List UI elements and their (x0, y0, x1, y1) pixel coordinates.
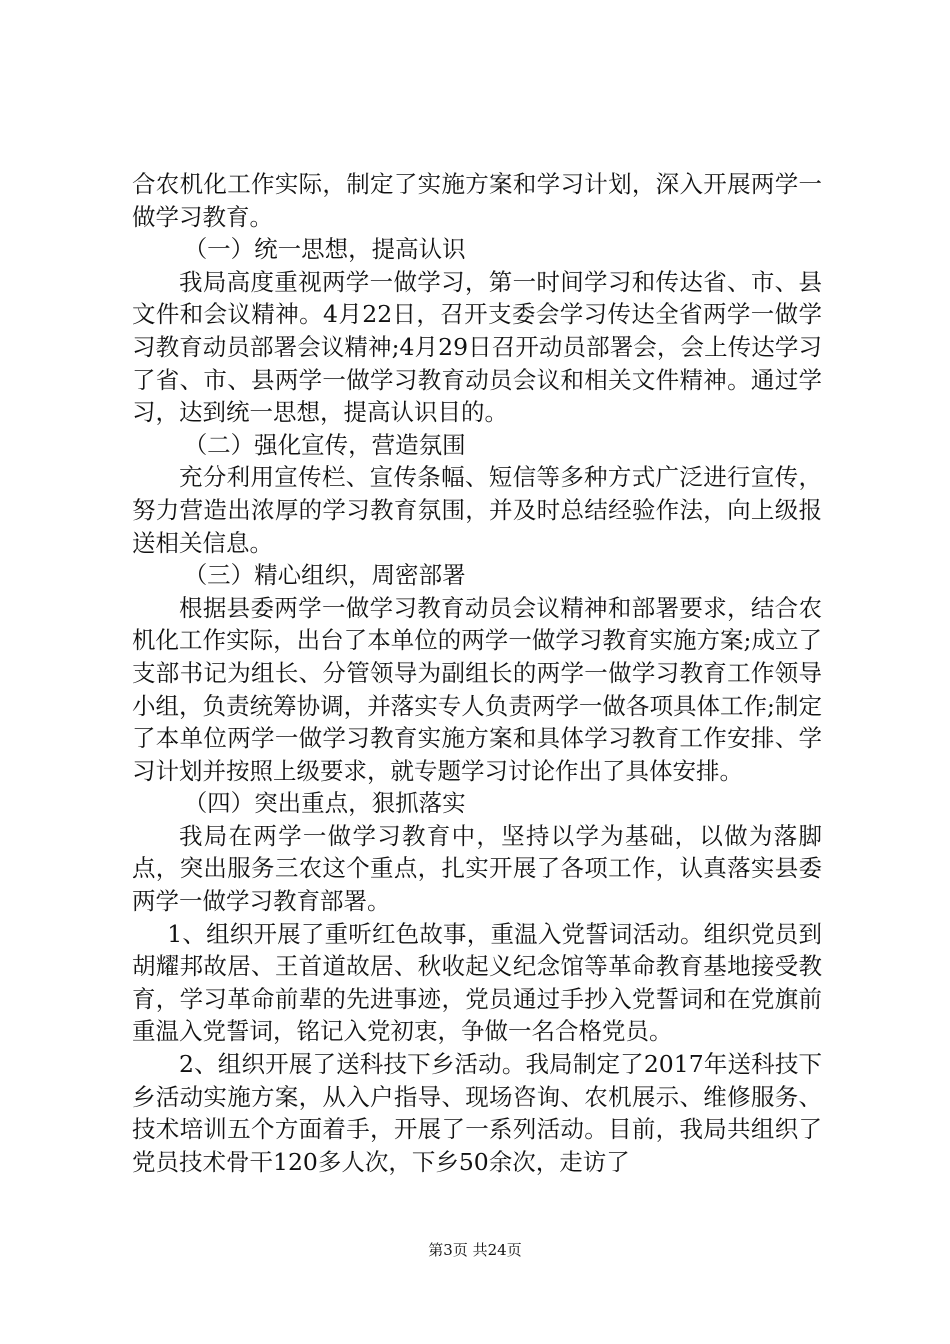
paragraph: 充分利用宣传栏、宣传条幅、短信等多种方式广泛进行宣传，努力营造出浓厚的学习教育氛围，并及时总结经验作法，向上级报送相关信息。 (132, 463, 822, 557)
page-number-footer: 第3页 共24页 (428, 1241, 522, 1259)
paragraph: 我局高度重视两学一做学习，第一时间学习和传达省、市、县文件和会议精神。4月22日，召开支委会学习传达全省两学一做学习教育动员部署会议精神;4月29日召开动员部署会，会上传达学习了省、市、县两学一做学习教育动员会议和相关文件精神。通过学习，达到统一思想，提高认识目的。 (132, 267, 822, 427)
paragraph: 我局在两学一做学习教育中，坚持以学为基础，以做为落脚点，突出服务三农这个重点，扎实开展了各项工作，认真落实县委两学一做学习教育部署。 (132, 821, 822, 916)
section-heading-2: （二）强化宣传，营造氛围 (183, 430, 466, 459)
paragraph: 根据县委两学一做学习教育动员会议精神和部署要求，结合农机化工作实际，出台了本单位的两学一做学习教育实施方案;成立了支部书记为组长、分管领导为副组长的两学一做学习教育工作领导小组，负责统筹协调，并落实专人负责两学一做各项具体工作;制定了本单位两学一做学习教育实施方案和具体学习教育工作安排、学习计划并按照上级要求，就专题学习讨论作出了具体安排。 (132, 593, 822, 785)
section-heading-4: （四）突出重点，狠抓落实 (183, 789, 466, 818)
paragraph-continuation: 合农机化工作实际，制定了实施方案和学习计划，深入开展两学一做学习教育。 (132, 170, 822, 231)
numbered-item-2: 2、组织开展了送科技下乡活动。我局制定了2017年送科技下乡活动实施方案，从入户指导、现场咨询、农机展示、维修服务、技术培训五个方面着手，开展了一系列活动。目前，我局共组织了党员技术骨干120多人次，下乡50余次，走访了 (132, 1050, 822, 1176)
section-heading-1: （一）统一思想，提高认识 (183, 235, 466, 264)
document-body (132, 168, 822, 1178)
numbered-item-1: 1、组织开展了重听红色故事，重温入党誓词活动。组织党员到胡耀邦故居、王首道故居、秋收起义纪念馆等革命教育基地接受教育，学习革命前辈的先进事迹，党员通过手抄入党誓词和在党旗前重温入党誓词，铭记入党初衷，争做一名合格党员。 (132, 919, 822, 1046)
section-heading-3: （三）精心组织，周密部署 (183, 561, 466, 590)
